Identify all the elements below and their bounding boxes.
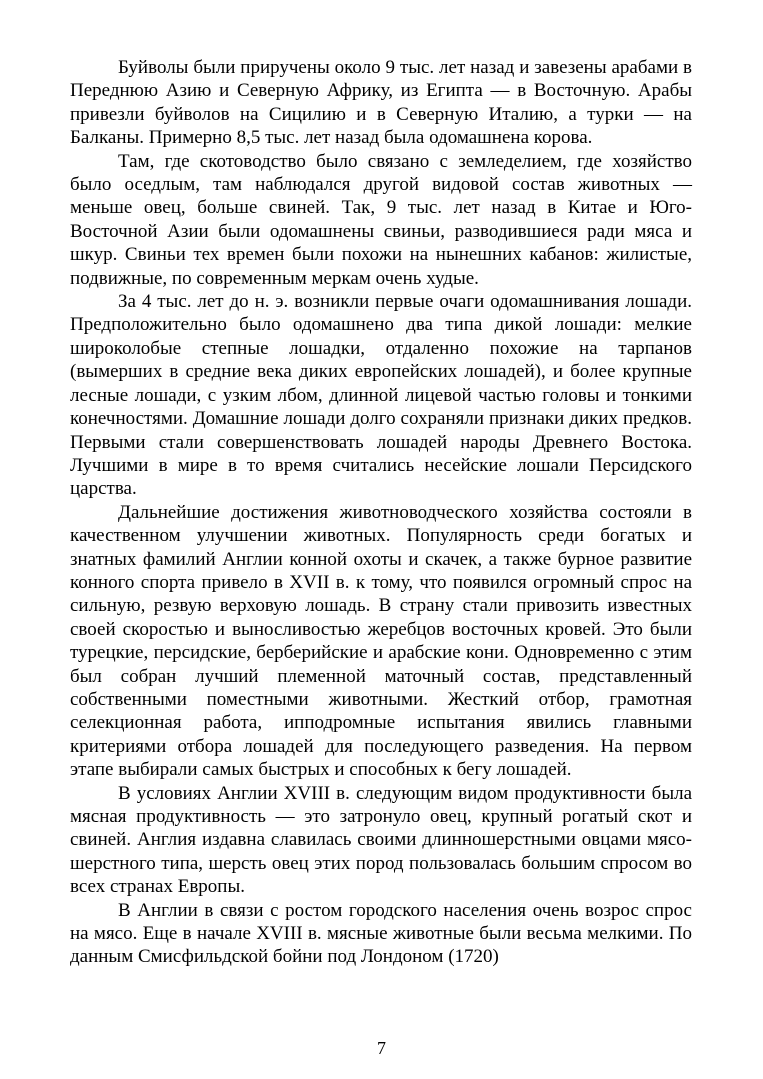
paragraph-buffalo: Буйволы были приручены около 9 тыс. лет назад и завезены арабами в Переднюю Азию и Северную Африку, из Египта — в Восточную. Арабы привезли буйволов на Сицилию и в Северную Италию, а турки — на Балканы. Примерно 8,5 тыс. лет назад была одомашнена корова. bbox=[70, 57, 692, 149]
paragraph-horses: За 4 тыс. лет до н. э. возникли первые очаги одомашнивания лошади. Предположительно было одомашнено два типа дикой лошади: мелкие широколобые степные лошадки, отдаленно похожие на тарпанов (вымерших в средние века диких европейских лошадей), и более крупные лесные лошади, с узким лбом, длинной лицевой частью головы и тонкими конечностями. Домашние лошади долго сохраняли признаки диких предков. Первыми стали совершенствовать лошадей народы Древнего Востока. Лучшими в мире в то время считались несейские лошали Персидского царства. bbox=[70, 291, 692, 500]
page-number: 7 bbox=[377, 1038, 386, 1058]
paragraph-meat-productivity: В условиях Англии XVIII в. следующим видом продуктивности была мясная продуктивность — это затронуло овец, крупный рогатый скот и свиней. Англия издавна славилась своими длинношерстными овцами мясо-шерстного типа, шерсть овец этих пород пользовалась большим спросом во всех странах Европы. bbox=[70, 782, 692, 898]
paragraph-pigs: Там, где скотоводство было связано с земледелием, где хозяйство было оседлым, там наблюдался другой видовой состав животных — меньше овец, больше свиней. Так, 9 тыс. лет назад в Китае и Юго-Восточной Азии были одомашнены свиньи, разводившиеся ради мяса и шкур. Свиньи тех времен были похожи на нынешних кабанов: жилистые, подвижные, по современным меркам очень худые. bbox=[70, 150, 692, 289]
page-body bbox=[70, 56, 692, 969]
paragraph-breeding: Дальнейшие достижения животноводческого хозяйства состояли в качественном улучшении животных. Популярность среди богатых и знатных фамилий Англии конной охоты и скачек, а также бурное развитие конного спорта привело в XVII в. к тому, что появился огромный спрос на сильную, резвую верховую лошадь. В страну стали привозить известных своей скоростью и выносливостью жеребцов восточных кровей. Это были турецкие, персидские, берберийские и арабские кони. Одновременно с этим был собран лучший племенной маточный состав, представленный собственными поместными животными. Жесткий отбор, грамотная селекционная работа, ипподромные испытания явились главными критериями отбора лошадей для последующего разведения. На первом этапе выбирали самых быстрых и способных к бегу лошадей. bbox=[70, 501, 692, 781]
paragraph-meat-demand: В Англии в связи с ростом городского населения очень возрос спрос на мясо. Еще в начале XVIII в. мясные животные были весьма мелкими. По данным Смисфильдской бойни под Лондоном (1720) bbox=[70, 899, 692, 968]
